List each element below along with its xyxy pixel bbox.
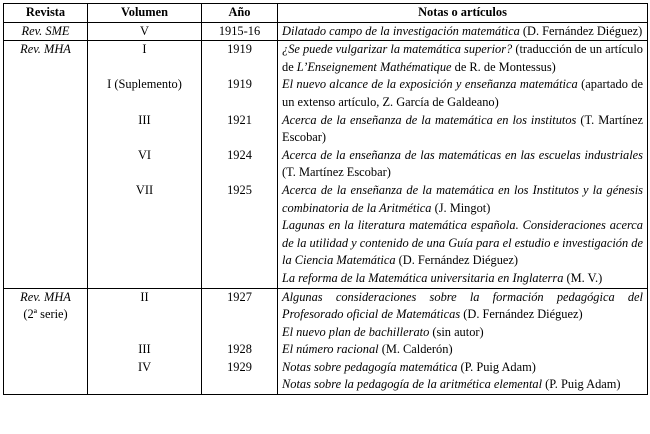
table-row (4, 41, 648, 288)
article-title: Acerca de la enseñanza de la matemática en los Institutos y la génesis combinatoria de la Aritmética (282, 182, 643, 215)
volume: VII (135, 182, 154, 197)
article-entry (282, 359, 643, 377)
article-entry (282, 76, 643, 111)
volume: V (140, 23, 149, 38)
table-row (4, 22, 648, 41)
revista-cell (4, 22, 88, 41)
article-entry (282, 324, 643, 342)
header-revista: Revista (4, 4, 88, 23)
article-author: (J. Mingot) (431, 200, 491, 215)
volumen-cell (88, 22, 202, 41)
article-entry (282, 112, 643, 147)
revista-name: Rev. MHA (20, 42, 71, 57)
article-title: Algunas consideraciones sobre la formación pedagógica del Profesorado oficial de Matemáticas (282, 289, 643, 322)
header-row (4, 4, 648, 23)
revista-cell (4, 41, 88, 288)
article-entry (282, 289, 643, 324)
article-title: Dilatado campo de la investigación matemática (282, 23, 520, 38)
year: 1919 (227, 42, 252, 57)
volume: III (138, 112, 151, 127)
article-author: (P. Puig Adam) (457, 359, 536, 374)
article-author: (sin autor) (429, 324, 484, 339)
notas-cell (278, 288, 648, 395)
header-notas: Notas o artículos (278, 4, 648, 23)
article-title: Notas sobre pedagogía matemática (282, 359, 458, 374)
article-author: (M. Calderón) (378, 342, 453, 357)
article-entry (282, 23, 643, 41)
volume: I (142, 42, 147, 57)
article-title: Lagunas en la literatura matemática española. Consideraciones acerca de la utilidad y contenido de una Guía para el estudio e investigación de la Ciencia Matemática (282, 218, 643, 268)
year: 1915-16 (218, 23, 261, 38)
revista-name: Rev. MHA (20, 289, 71, 304)
year: 1928 (227, 342, 252, 357)
article-author: (apartado de un extenso artículo, Z. García de Galdeano) (282, 77, 644, 109)
article-entry (282, 182, 643, 217)
article-title: Notas sobre la pedagogía de la aritmética elemental (282, 377, 543, 392)
article-entry (282, 217, 643, 270)
article-title: Acerca de la enseñanza de la matemática en los institutos (282, 112, 577, 127)
article-title: L’Enseignement Mathématique (296, 59, 452, 74)
table-row (4, 288, 648, 395)
header-volumen: Volumen (88, 4, 202, 23)
year: 1919 (227, 77, 252, 92)
article-author: (M. V.) (563, 270, 603, 285)
volume: III (138, 342, 151, 357)
article-author: (D. Fernández Diéguez) (519, 23, 643, 38)
year: 1921 (227, 112, 252, 127)
article-title: El número racional (282, 342, 379, 357)
header-ano: Año (202, 4, 278, 23)
year: 1927 (227, 289, 252, 304)
ano-cell (202, 22, 278, 41)
journals-table (3, 3, 648, 395)
revista-name: Rev. SME (21, 23, 70, 38)
year: 1925 (227, 182, 252, 197)
ano-cell (202, 41, 278, 288)
article-author: (T. Martínez Escobar) (282, 112, 643, 145)
article-entry (282, 41, 643, 76)
year: 1929 (227, 359, 252, 374)
article-title: El nuevo plan de bachillerato (282, 324, 430, 339)
article-title: Acerca de la enseñanza de las matemáticas en las escuelas industriales (282, 147, 643, 162)
article-title: El nuevo alcance de la exposición y enseñanza matemática (282, 77, 578, 92)
volume: IV (137, 359, 152, 374)
year: 1924 (227, 147, 252, 162)
volume: VI (137, 147, 152, 162)
article-entry (282, 341, 643, 359)
article-author: (traducción de un artículo de (282, 42, 643, 74)
article-author: (D. Fernández Diéguez) (460, 307, 583, 322)
revista-cell (4, 288, 88, 395)
volumen-cell (88, 41, 202, 288)
ano-cell (202, 288, 278, 395)
article-author: (P. Puig Adam) (542, 377, 621, 392)
notas-cell (278, 41, 648, 288)
article-author: de R. de Montessus) (451, 59, 556, 74)
notas-cell (278, 22, 648, 41)
article-entry (282, 147, 643, 182)
article-title: ¿Se puede vulgarizar la matemática superior? (282, 42, 513, 57)
article-author: (D. Fernández Diéguez) (395, 253, 519, 268)
article-author: (T. Martínez Escobar) (282, 165, 391, 180)
revista-series: (2ª serie) (23, 307, 68, 322)
volume: II (140, 289, 149, 304)
volumen-cell (88, 288, 202, 395)
article-entry (282, 376, 643, 394)
article-entry (282, 270, 643, 288)
article-title: La reforma de la Matemática universitaria en Inglaterra (282, 270, 564, 285)
volume: I (Suplemento) (107, 77, 182, 92)
